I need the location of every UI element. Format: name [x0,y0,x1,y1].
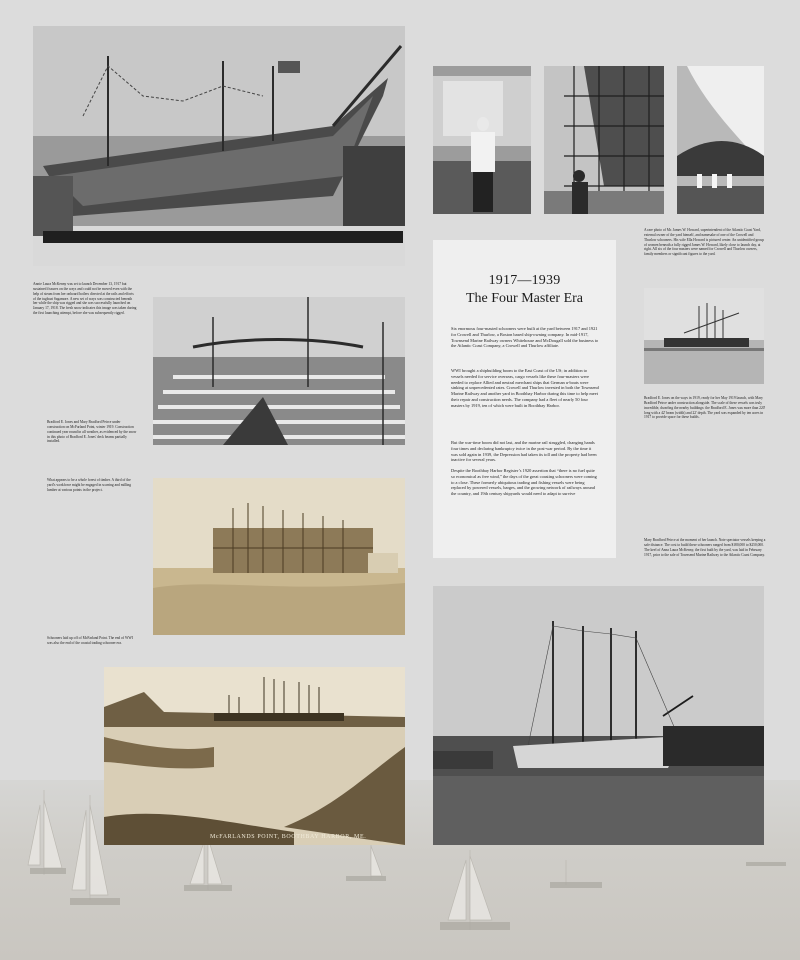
photo-deck-beams [153,297,405,445]
panel-title-era: The Four Master Era [465,291,584,306]
photo-bradford-jones-ways [644,288,764,384]
caption-bradford-may: Bradford E. Jones on the ways in 1919, ready for her May 1919 launch, with Mary Bradford Peirce under construction alongside. The scale of these vessels was truly incredible, dwarfing the nearby buildings: the Bradford E. Jones was more than 220' long with a 42' beam (width) and 22' depth. The yard was expanded by ten acres in 1917 to provide space for these builds. [644,396,766,420]
photo-james-howard-hull [677,66,764,214]
mcfarlands-photo-label: McFARLANDS POINT, BOOTHBAY HARBOR, ME. [210,834,367,840]
caption-mary-bradford: Mary Bradford Peirce at the moment of her launch. Note spectator vessels keeping a safe distance. The cost to build these schooners ranged from $180,000 to $250,000. The keel of Anna Laura McKenny, the first built by the yard, was laid in February 1917, prior to the sale of Townsend Marine Railway to the Atlantic Coast Company. [644,538,766,557]
photo-timber-construction [153,478,405,635]
title-panel [433,240,616,558]
caption-bradford-jones: Bradford E. Jones and Mary Bradford Peirce under construction on McFarland Point, winter 1919. Construction continued year round in all weather, as evidenced by the snow in this photo of Bradford E. Jones' deck beams partially installed. [47,420,137,444]
caption-james-howard: A rare photo of Mr. James W. Howard, superintendent of the Atlantic Coast Yard, external owner of the yard himself, and namesake of one of the Crowell and Thurlow schooners. His wife Ella Howard is pictured center. An unidentified group of women beneath a fully rigged James W. Howard, likely close to launch day, at right. All six of the four masters were named for Crowell and Thurlow owners, family members or significant figures to the yard. [644,228,764,257]
panel-title-years: 1917—1939 [488,273,561,288]
photo-annie-laura-launch [33,26,405,266]
panel-paragraph-3: But the war-time boom did not last, and the marine rail struggled, changing hands four times and declaring bankruptcy twice in the post-war period. By the time it was sold again in 1939, the Depression had taken its toll and the property had been inactive for several years. [451,440,597,463]
panel-paragraph-4: Despite the Boothbay Harbor Register’s 1920 assertion that “there is no fuel quite so economical as free wind,” the days of the great coasting schooners were coming to a close. These formerly ubiquitous trading and fishing vessels were being replaced by powered vessels, barges, and the growing network of railways around the country, and 19th century shipyards would need to adapt to survive [451,468,597,497]
photo-mcfarlands-point [104,667,405,845]
panel-paragraph-1: Six enormous four-masted schooners were built at the yard between 1917 and 1921 for Crowell and Thurlow, a Boston based ship-owning company. In mid-1917, Townsend Marine Railway owners Whitehouse and McDougall sold the business to the Atlantic Coast Company, a Crowell and Thurlow affiliate. [451,326,599,349]
caption-timber: What appears to be a whole forest of timber. A third of the yard's workforce might be engaged in scarring and milling lumber at various points in the project. [47,478,132,492]
photo-mary-bradford-launch [433,586,764,845]
photo-james-howard [433,66,531,214]
panel-paragraph-2: WWI brought a shipbuilding boom to the East Coast of the US; in addition to vessels needed for service overseas, cargo vessels like these four-masters were needed to replace Allied and neutral merchant ships that German u-boats were sinking at unprecedented rates. Crowell and Thurlow invested in both the Townsend Marine Railway and another yard in Boothbay Harbor during this time to help meet their repair and construction needs. The company had a fleet of nearly 50 four masters by 1919, ten of which were built in Boothbay Harbor. [451,368,599,408]
caption-laid-up: Schooners laid up off of McFarland Point. The end of WWI was also the end of the coastal trading schooner era. [47,636,133,645]
caption-annie-laura-launch: Annie Laura McKenny was set to launch December 13, 1917 but sustained fissures on the ways and could not be moved even with the help of steam from her onboard boilers directed at the rails and efforts of the tugboat Sagamore. A new set of ways was constructed beneath her while the ship was rigged and she was successfully launched on January 17, 1918. The fresh snow indicates this image was taken during the first launching attempt, before she was subsequently rigged. [33,282,137,316]
photo-ella-howard-scaffold [544,66,664,214]
